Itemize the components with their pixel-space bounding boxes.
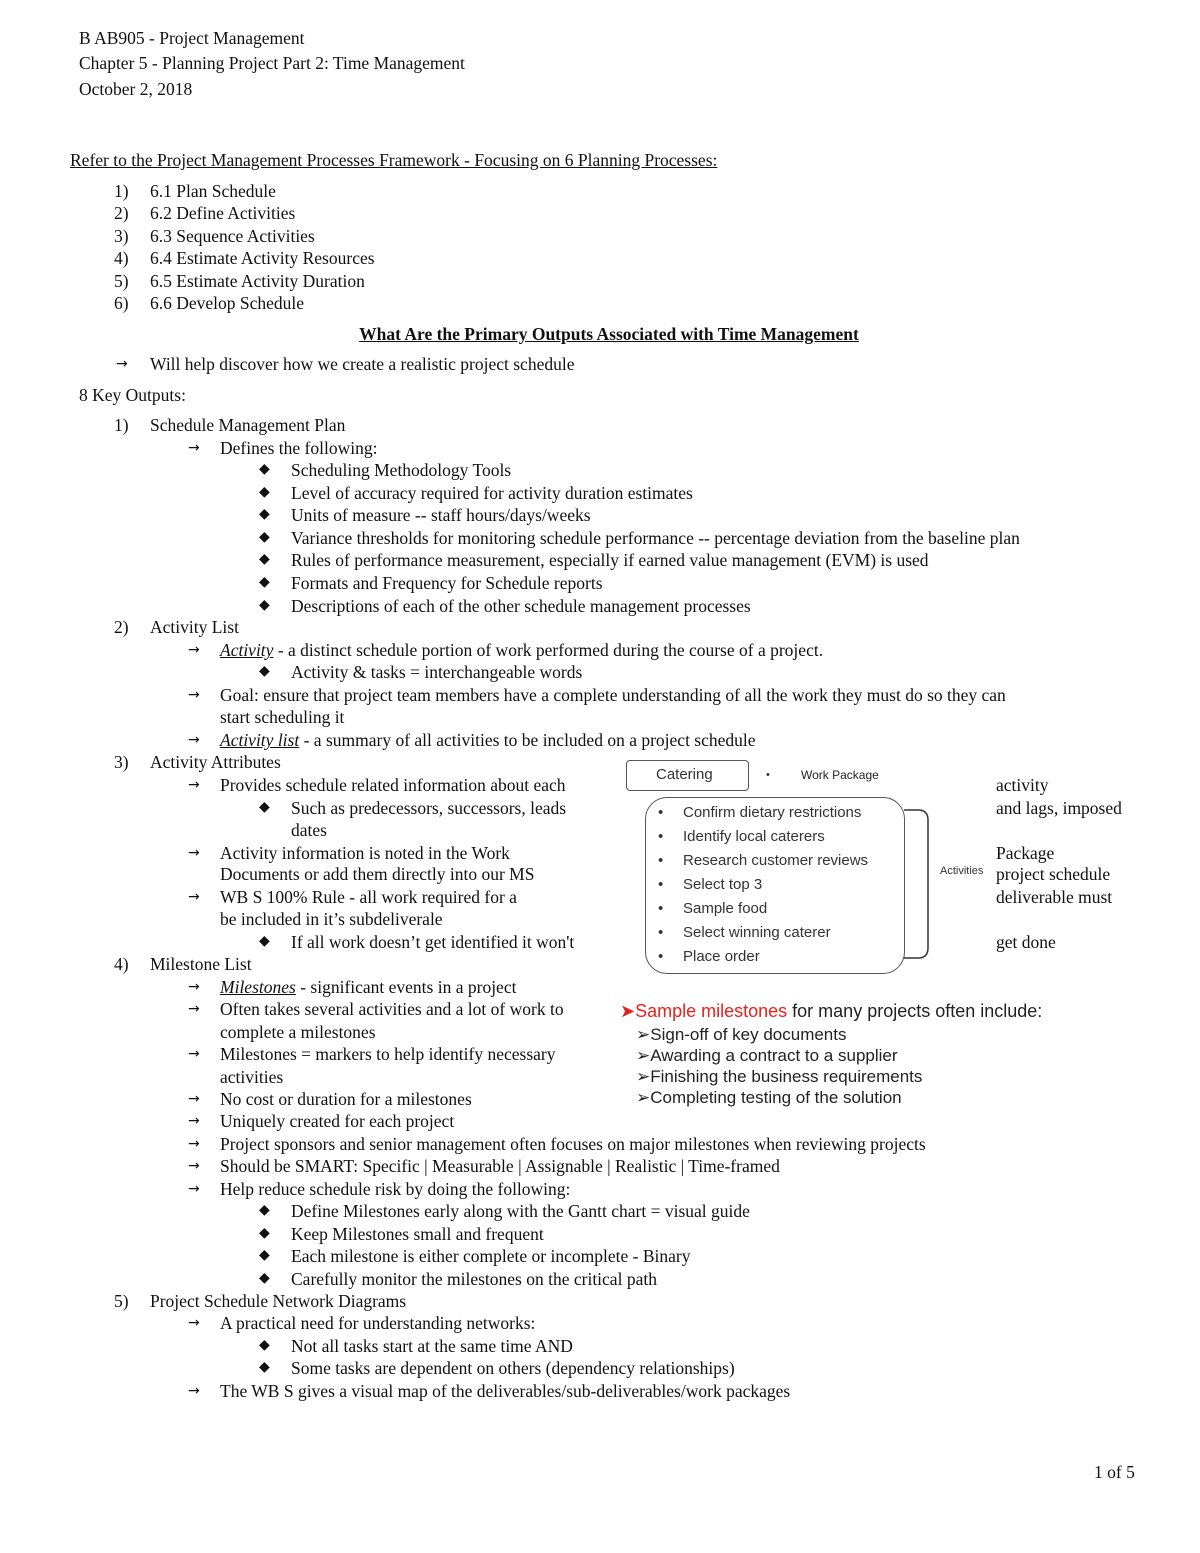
sample-milestone-item (636, 1045, 898, 1067)
arrow-icon: → (188, 1001, 200, 1017)
arrow-icon: → (188, 1158, 200, 1174)
s3-text: Documents or add them directly into our MS (220, 864, 535, 884)
arrow-icon: → (188, 1136, 200, 1152)
diamond-bullet-icon: ◆ (259, 552, 270, 567)
s4-text: Project sponsors and senior management often focuses on major milestones when reviewing projects (220, 1134, 926, 1154)
s4-text: Should be SMART: Specific | Measurable | Assignable | Realistic | Time-framed (220, 1156, 780, 1176)
s3-text: WB S 100% Rule - all work required for a (220, 887, 517, 907)
activity-list-term: Activity list (220, 730, 300, 750)
chapter-title: Chapter 5 - Planning Project Part 2: Time Management (79, 53, 465, 73)
activity-item: Place order (683, 948, 760, 965)
sample-milestone-item (636, 1024, 847, 1046)
list-number: 4) (114, 954, 129, 974)
bullet-text: Such as predecessors, successors, leads (291, 798, 567, 818)
bullet-text: Activity & tasks = interchangeable words (291, 662, 583, 682)
arrow-icon: → (188, 1046, 200, 1062)
arrow-bullet-icon: ➢ (636, 1025, 651, 1044)
bullet-dot-icon: • (658, 948, 664, 965)
list-number: 2) (114, 203, 129, 223)
diamond-bullet-icon: ◆ (259, 575, 270, 590)
s4-text: Milestones = markers to help identify necessary (220, 1044, 556, 1064)
list-number: 2) (114, 617, 129, 637)
list-item: 6.3 Sequence Activities (150, 226, 315, 246)
goal-line-2: start scheduling it (220, 707, 345, 727)
bullet-dot-icon: • (658, 804, 664, 821)
s1-title: Schedule Management Plan (150, 415, 346, 435)
bullet-dot-icon: • (766, 769, 770, 781)
s4-title: Milestone List (150, 954, 252, 974)
s5-title: Project Schedule Network Diagrams (150, 1291, 407, 1311)
page-number: 1 of 5 (1094, 1462, 1135, 1482)
doc-date: October 2, 2018 (79, 79, 193, 99)
diamond-bullet-icon: ◆ (259, 664, 270, 679)
goal-line-1: Goal: ensure that project team members have a complete understanding of all the work they must do so they can (220, 685, 1006, 705)
sample-milestone-item (636, 1087, 902, 1109)
catering-label: Catering (656, 766, 713, 783)
diamond-bullet-icon: ◆ (259, 462, 270, 477)
arrow-icon: → (188, 979, 200, 995)
diamond-bullet-icon: ◆ (259, 1203, 270, 1218)
list-number: 5) (114, 271, 129, 291)
bullet-dot-icon: • (658, 900, 664, 917)
s3-text: be included in it’s subdeliverale (220, 909, 443, 929)
diamond-bullet-icon: ◆ (259, 1360, 270, 1375)
bullet-text: Formats and Frequency for Schedule reports (291, 573, 603, 593)
s4-text: complete a milestones (220, 1022, 376, 1042)
activity-item: Confirm dietary restrictions (683, 804, 862, 821)
sample-milestone-text: Finishing the business requirements (650, 1067, 923, 1086)
arrow-icon: → (188, 440, 200, 456)
activity-list-def: - a summary of all activities to be included on a project schedule (299, 730, 756, 750)
list-item: 6.2 Define Activities (150, 203, 296, 223)
s3-text-right: deliverable must (996, 887, 1113, 907)
bullet-text: Not all tasks start at the same time AND (291, 1336, 573, 1356)
s3-text: Activity information is noted in the Work (220, 843, 510, 863)
bullet-text: Descriptions of each of the other schedule management processes (291, 596, 751, 616)
heading-note: Will help discover how we create a realistic project schedule (150, 354, 575, 374)
section-heading: What Are the Primary Outputs Associated with Time Management (359, 324, 859, 344)
arrow-icon: → (188, 1315, 200, 1331)
s3-text-right: get done (996, 932, 1056, 952)
bullet-text: Some tasks are dependent on others (dependency relationships) (291, 1358, 735, 1378)
s4-text: Often takes several activities and a lot of work to (220, 999, 564, 1019)
s1-arrow-text: Defines the following: (220, 438, 378, 458)
bullet-text: Variance thresholds for monitoring schedule performance -- percentage deviation from the baseline plan (291, 528, 1020, 548)
sample-milestone-text: Sign-off of key documents (650, 1025, 847, 1044)
s4-text: Uniquely created for each project (220, 1111, 455, 1131)
s3-text: Provides schedule related information about each (220, 775, 566, 795)
arrow-icon: → (188, 687, 200, 703)
s3-text-right: Package (996, 843, 1055, 863)
arrow-icon: → (188, 732, 200, 748)
diamond-bullet-icon: ◆ (259, 934, 270, 949)
diamond-bullet-icon: ◆ (259, 530, 270, 545)
activity-item: Select winning caterer (683, 924, 831, 941)
arrow-icon: → (188, 1113, 200, 1129)
s4-text: No cost or duration for a milestones (220, 1089, 472, 1109)
arrow-bullet-icon: ➤ (620, 1001, 636, 1021)
bullet-dot-icon: • (658, 924, 664, 941)
milestones-term: Milestones (220, 977, 296, 997)
s5-text: The WB S gives a visual map of the deliverables/sub-deliverables/work packages (220, 1381, 791, 1401)
bullet-text: Scheduling Methodology Tools (291, 460, 512, 480)
milestones-def: - significant events in a project (295, 977, 517, 997)
s4-text: activities (220, 1067, 284, 1087)
arrow-icon: → (188, 1383, 200, 1399)
sample-milestone-item (636, 1066, 922, 1088)
arrow-bullet-icon: ➢ (636, 1067, 651, 1086)
diamond-bullet-icon: ◆ (259, 1271, 270, 1286)
list-item: 6.1 Plan Schedule (150, 181, 276, 201)
bullet-dot-icon: • (658, 828, 664, 845)
diamond-bullet-icon: ◆ (259, 1248, 270, 1263)
bullet-text: Define Milestones early along with the Gantt chart = visual guide (291, 1201, 750, 1221)
arrow-icon: → (188, 1091, 200, 1107)
arrow-icon: → (188, 777, 200, 793)
arrow-icon: → (188, 889, 200, 905)
bullet-text: Units of measure -- staff hours/days/weeks (291, 505, 591, 525)
bullet-text: Each milestone is either complete or incomplete - Binary (291, 1246, 691, 1266)
activities-label: Activities (940, 865, 984, 877)
arrow-bullet-icon: ➢ (636, 1088, 651, 1107)
bullet-text: Rules of performance measurement, especially if earned value management (EVM) is used (291, 550, 929, 570)
sample-milestones-rest: for many projects often include: (787, 1001, 1043, 1021)
list-number: 6) (114, 293, 129, 313)
list-item: 6.4 Estimate Activity Resources (150, 248, 375, 268)
bullet-text: dates (291, 820, 327, 840)
diamond-bullet-icon: ◆ (259, 1226, 270, 1241)
work-package-label: Work Package (801, 768, 879, 782)
list-number: 3) (114, 752, 129, 772)
sample-milestones-red: Sample milestones (635, 1001, 788, 1021)
arrow-icon: → (188, 845, 200, 861)
list-item: 6.6 Develop Schedule (150, 293, 305, 313)
bullet-text: Carefully monitor the milestones on the critical path (291, 1269, 657, 1289)
intro-line: Refer to the Project Management Processes Framework - Focusing on 6 Planning Processes: (70, 150, 718, 170)
bullet-text: Keep Milestones small and frequent (291, 1224, 544, 1244)
list-number: 3) (114, 226, 129, 246)
sample-milestones-heading (620, 1000, 1042, 1022)
diamond-bullet-icon: ◆ (259, 598, 270, 613)
activities-brace (900, 808, 940, 960)
sample-milestone-text: Completing testing of the solution (650, 1088, 902, 1107)
diamond-bullet-icon: ◆ (259, 1338, 270, 1353)
diamond-bullet-icon: ◆ (259, 485, 270, 500)
bullet-text: If all work doesn’t get identified it won't (291, 932, 575, 952)
course-title: B AB905 - Project Management (79, 28, 305, 48)
arrow-icon: → (116, 356, 128, 372)
activity-item: Sample food (683, 900, 768, 917)
arrow-bullet-icon: ➢ (636, 1046, 651, 1065)
bullet-dot-icon: • (658, 876, 664, 893)
diamond-bullet-icon: ◆ (259, 800, 270, 815)
milestones-definition (220, 976, 516, 998)
s2-title: Activity List (150, 617, 239, 637)
s3-text-right: and lags, imposed (996, 798, 1122, 818)
s4-text: Help reduce schedule risk by doing the following: (220, 1179, 571, 1199)
arrow-icon: → (188, 642, 200, 658)
bullet-text: Level of accuracy required for activity duration estimates (291, 483, 693, 503)
activity-definition (220, 639, 823, 661)
activity-item: Select top 3 (683, 876, 763, 893)
activity-term: Activity (220, 640, 274, 660)
bullet-dot-icon: • (658, 852, 664, 869)
arrow-icon: → (188, 1181, 200, 1197)
activity-def: - a distinct schedule portion of work performed during the course of a project. (273, 640, 824, 660)
activity-item: Identify local caterers (683, 828, 825, 845)
s3-text-right: activity (996, 775, 1049, 795)
list-number: 1) (114, 181, 129, 201)
sample-milestone-text: Awarding a contract to a supplier (650, 1046, 898, 1065)
activity-list-definition (220, 729, 756, 751)
list-number: 4) (114, 248, 129, 268)
list-number: 5) (114, 1291, 129, 1311)
list-number: 1) (114, 415, 129, 435)
activity-item: Research customer reviews (683, 852, 869, 869)
s3-title: Activity Attributes (150, 752, 281, 772)
s5-text: A practical need for understanding networks: (220, 1313, 536, 1333)
diamond-bullet-icon: ◆ (259, 507, 270, 522)
s3-text-right: project schedule (996, 864, 1111, 884)
list-item: 6.5 Estimate Activity Duration (150, 271, 365, 291)
key-outputs-label: 8 Key Outputs: (79, 385, 186, 405)
